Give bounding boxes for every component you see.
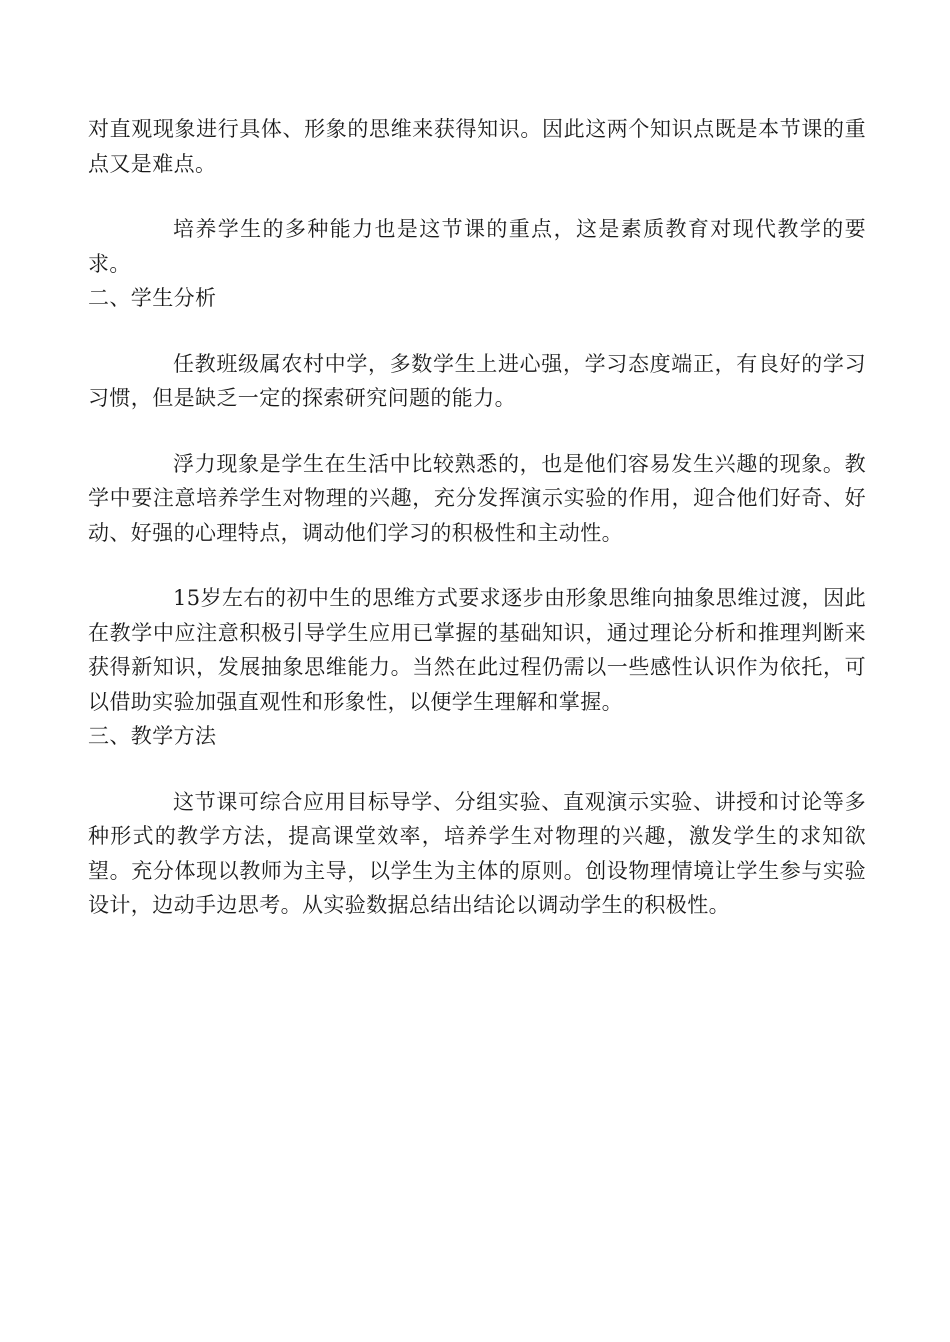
paragraph-ability-training: 培养学生的多种能力也是这节课的重点，这是素质教育对现代教学的要求。 bbox=[88, 217, 866, 276]
section-heading-teaching-method: 三、教学方法 bbox=[88, 724, 217, 748]
paragraph-buoyancy-interest: 浮力现象是学生在生活中比较熟悉的，也是他们容易发生兴趣的现象。教学中要注意培养学生对物理的兴趣，充分发挥演示实验的作用，迎合他们好奇、好动、好强的心理特点，调动他们学习的积极性和主动性。 bbox=[88, 451, 866, 545]
paragraph-class-profile: 任教班级属农村中学，多数学生上进心强，学习态度端正，有良好的学习习惯，但是缺乏一定的探索研究问题的能力。 bbox=[88, 351, 866, 410]
paragraph-key-points-continued: 对直观现象进行具体、形象的思维来获得知识。因此这两个知识点既是本节课的重点又是难点。 bbox=[88, 117, 866, 176]
document-page bbox=[88, 112, 866, 923]
section-heading-student-analysis: 二、学生分析 bbox=[88, 286, 217, 310]
paragraph-teaching-approach: 这节课可综合应用目标导学、分组实验、直观演示实验、讲授和讨论等多种形式的教学方法，提高课堂效率，培养学生对物理的兴趣，激发学生的求知欲望。充分体现以教师为主导，以学生为主体的原则。创设物理情境让学生参与实验设计，边动手边思考。从实验数据总结出结论以调动学生的积极性。 bbox=[88, 789, 866, 917]
paragraph-thinking-transition: 15岁左右的初中生的思维方式要求逐步由形象思维向抽象思维过渡，因此在教学中应注意积极引导学生应用已掌握的基础知识，通过理论分析和推理判断来获得新知识，发展抽象思维能力。当然在此过程仍需以一些感性认识作为依托，可以借助实验加强直观性和形象性，以便学生理解和掌握。 bbox=[88, 586, 866, 714]
